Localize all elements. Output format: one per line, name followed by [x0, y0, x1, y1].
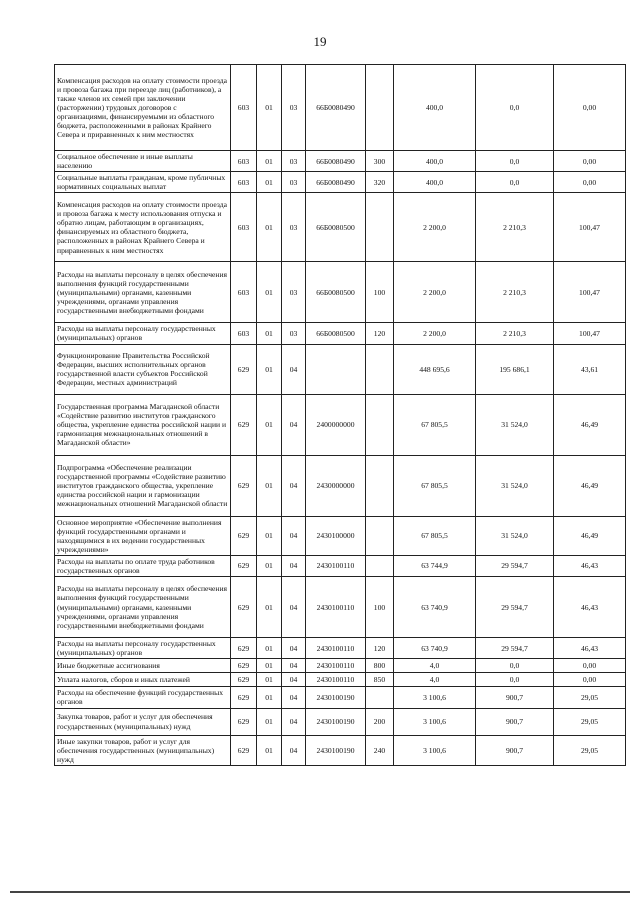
- cell-fact: 0,0: [476, 659, 554, 673]
- cell-vr: [366, 516, 394, 555]
- cell-pr: 03: [282, 193, 306, 262]
- cell-vr: 320: [366, 172, 394, 193]
- cell-fact: 29 594,7: [476, 638, 554, 659]
- cell-plan: 2 200,0: [394, 262, 476, 323]
- cell-vr: 100: [366, 262, 394, 323]
- cell-vr: 200: [366, 708, 394, 735]
- cell-name: Расходы на выплаты персоналу в целях обеспечения выполнения функций государственными (муниципальными) органами, казенными учреждениями, органами управления государственными внебюджетными фондами: [55, 262, 231, 323]
- cell-name: Уплата налогов, сборов и иных платежей: [55, 673, 231, 687]
- cell-fact: 29 594,7: [476, 555, 554, 576]
- cell-pr: 03: [282, 262, 306, 323]
- cell-percent: 100,47: [554, 193, 626, 262]
- cell-csr: 66Б0080490: [306, 151, 366, 172]
- cell-pr: 03: [282, 323, 306, 344]
- cell-rz: 01: [257, 323, 282, 344]
- cell-plan: 67 805,5: [394, 455, 476, 516]
- cell-vr: 240: [366, 735, 394, 765]
- cell-plan: 448 695,6: [394, 344, 476, 394]
- cell-name: Расходы на выплаты персоналу государственных (муниципальных) органов: [55, 323, 231, 344]
- cell-csr: 66Б0080490: [306, 172, 366, 193]
- cell-percent: 0,00: [554, 172, 626, 193]
- cell-csr: 2430100190: [306, 687, 366, 708]
- cell-percent: 46,43: [554, 555, 626, 576]
- cell-fact: 0,0: [476, 172, 554, 193]
- cell-plan: 2 200,0: [394, 323, 476, 344]
- cell-name: Расходы на выплаты персоналу государственных (муниципальных) органов: [55, 638, 231, 659]
- cell-pr: 04: [282, 455, 306, 516]
- cell-csr: 66Б0080500: [306, 262, 366, 323]
- cell-plan: 67 805,5: [394, 394, 476, 455]
- cell-plan: 4,0: [394, 673, 476, 687]
- cell-fact: 0,0: [476, 151, 554, 172]
- cell-fact: 900,7: [476, 735, 554, 765]
- cell-rz: 01: [257, 394, 282, 455]
- table-row: [55, 262, 626, 323]
- cell-pr: 04: [282, 394, 306, 455]
- cell-ved: 603: [231, 193, 257, 262]
- cell-pr: 04: [282, 708, 306, 735]
- cell-name: Социальное обеспечение и иные выплаты населению: [55, 151, 231, 172]
- cell-fact: 195 686,1: [476, 344, 554, 394]
- cell-pr: 04: [282, 687, 306, 708]
- cell-fact: 29 594,7: [476, 577, 554, 638]
- cell-percent: 29,05: [554, 708, 626, 735]
- cell-ved: 603: [231, 151, 257, 172]
- table-row: [55, 516, 626, 555]
- cell-name: Социальные выплаты гражданам, кроме публичных нормативных социальных выплат: [55, 172, 231, 193]
- cell-percent: 100,47: [554, 323, 626, 344]
- cell-rz: 01: [257, 577, 282, 638]
- cell-pr: 04: [282, 735, 306, 765]
- cell-percent: 43,61: [554, 344, 626, 394]
- table-row: [55, 172, 626, 193]
- cell-fact: 2 210,3: [476, 323, 554, 344]
- cell-rz: 01: [257, 687, 282, 708]
- table-row: [55, 193, 626, 262]
- cell-fact: 31 524,0: [476, 455, 554, 516]
- cell-plan: 3 100,6: [394, 735, 476, 765]
- table-row: [55, 394, 626, 455]
- cell-pr: 04: [282, 577, 306, 638]
- cell-plan: 400,0: [394, 65, 476, 151]
- cell-ved: 603: [231, 65, 257, 151]
- cell-ved: 629: [231, 687, 257, 708]
- cell-plan: 2 200,0: [394, 193, 476, 262]
- cell-plan: 4,0: [394, 659, 476, 673]
- table-row: [55, 673, 626, 687]
- cell-percent: 0,00: [554, 659, 626, 673]
- cell-vr: 800: [366, 659, 394, 673]
- cell-name: Иные бюджетные ассигнования: [55, 659, 231, 673]
- cell-pr: 03: [282, 172, 306, 193]
- cell-ved: 629: [231, 455, 257, 516]
- cell-ved: 629: [231, 735, 257, 765]
- cell-ved: 603: [231, 262, 257, 323]
- cell-rz: 01: [257, 708, 282, 735]
- table-row: [55, 65, 626, 151]
- cell-fact: 2 210,3: [476, 193, 554, 262]
- cell-name: Расходы на выплаты персоналу в целях обеспечения выполнения функций государственными (муниципальными) органами, казенными учреждениями, органами управления государственными внебюджетными фондами: [55, 577, 231, 638]
- cell-csr: 2430000000: [306, 455, 366, 516]
- cell-pr: 04: [282, 673, 306, 687]
- budget-table-body: [55, 65, 626, 766]
- cell-name: Расходы на выплаты по оплате труда работников государственных органов: [55, 555, 231, 576]
- cell-plan: 3 100,6: [394, 708, 476, 735]
- page-bottom-rule: [10, 891, 630, 893]
- cell-percent: 0,00: [554, 673, 626, 687]
- cell-fact: 2 210,3: [476, 262, 554, 323]
- cell-plan: 63 744,9: [394, 555, 476, 576]
- table-row: [55, 555, 626, 576]
- cell-vr: 120: [366, 638, 394, 659]
- table-row: [55, 638, 626, 659]
- cell-fact: 900,7: [476, 687, 554, 708]
- table-row: [55, 735, 626, 765]
- cell-fact: 31 524,0: [476, 516, 554, 555]
- cell-rz: 01: [257, 638, 282, 659]
- cell-vr: [366, 394, 394, 455]
- cell-percent: 46,49: [554, 394, 626, 455]
- cell-rz: 01: [257, 673, 282, 687]
- cell-vr: [366, 555, 394, 576]
- table-row: [55, 151, 626, 172]
- cell-vr: [366, 65, 394, 151]
- cell-percent: 46,43: [554, 638, 626, 659]
- table-row: [55, 577, 626, 638]
- cell-csr: 2430100110: [306, 638, 366, 659]
- table-row: [55, 323, 626, 344]
- cell-percent: 0,00: [554, 65, 626, 151]
- cell-ved: 629: [231, 344, 257, 394]
- cell-vr: [366, 193, 394, 262]
- cell-name: Иные закупки товаров, работ и услуг для обеспечения государственных (муниципальных) нужд: [55, 735, 231, 765]
- cell-pr: 04: [282, 344, 306, 394]
- cell-csr: 2430100190: [306, 735, 366, 765]
- cell-name: Компенсация расходов на оплату стоимости проезда и провоза багажа при переезде лиц (работников), а также членов их семей при заключении (расторжении) трудовых договоров с организациями, финансируемыми из областного бюджета, расположенными в районах Крайнего Севера и приравненных к ним местностях: [55, 65, 231, 151]
- cell-percent: 46,49: [554, 516, 626, 555]
- cell-name: Функционирование Правительства Российской Федерации, высших исполнительных органов государственной власти субъектов Российской Федерации, местных администраций: [55, 344, 231, 394]
- cell-pr: 04: [282, 638, 306, 659]
- cell-csr: 2430100110: [306, 659, 366, 673]
- cell-percent: 0,00: [554, 151, 626, 172]
- cell-ved: 629: [231, 708, 257, 735]
- cell-csr: 2430100190: [306, 708, 366, 735]
- cell-ved: 629: [231, 577, 257, 638]
- cell-vr: 850: [366, 673, 394, 687]
- cell-rz: 01: [257, 735, 282, 765]
- cell-vr: [366, 687, 394, 708]
- cell-csr: 66Б0080500: [306, 193, 366, 262]
- cell-percent: 46,49: [554, 455, 626, 516]
- cell-plan: 67 805,5: [394, 516, 476, 555]
- cell-rz: 01: [257, 344, 282, 394]
- cell-name: Государственная программа Магаданской области «Содействие развитию институтов гражданского общества, укрепление единства российской нации и гармонизация межнациональных отношений в Магаданской области»: [55, 394, 231, 455]
- budget-table: [54, 64, 626, 766]
- cell-csr: 2430100000: [306, 516, 366, 555]
- table-row: [55, 455, 626, 516]
- cell-plan: 400,0: [394, 172, 476, 193]
- cell-percent: 29,05: [554, 687, 626, 708]
- cell-vr: 100: [366, 577, 394, 638]
- cell-rz: 01: [257, 262, 282, 323]
- cell-rz: 01: [257, 555, 282, 576]
- cell-csr: 2400000000: [306, 394, 366, 455]
- cell-plan: 63 740,9: [394, 577, 476, 638]
- cell-plan: 3 100,6: [394, 687, 476, 708]
- cell-pr: 04: [282, 555, 306, 576]
- page-number: 19: [313, 34, 327, 49]
- cell-plan: 400,0: [394, 151, 476, 172]
- cell-ved: 629: [231, 659, 257, 673]
- cell-name: Подпрограмма «Обеспечение реализации государственной программы «Содействие развитию институтов гражданского общества, укрепление единства российской нации и гармонизации межнациональных отношений Магаданской области: [55, 455, 231, 516]
- cell-percent: 46,43: [554, 577, 626, 638]
- cell-rz: 01: [257, 455, 282, 516]
- cell-rz: 01: [257, 151, 282, 172]
- cell-name: Закупка товаров, работ и услуг для обеспечения государственных (муниципальных) нужд: [55, 708, 231, 735]
- cell-fact: 0,0: [476, 673, 554, 687]
- table-row: [55, 687, 626, 708]
- cell-rz: 01: [257, 65, 282, 151]
- cell-rz: 01: [257, 172, 282, 193]
- cell-ved: 603: [231, 172, 257, 193]
- cell-ved: 629: [231, 638, 257, 659]
- cell-csr: [306, 344, 366, 394]
- cell-ved: 629: [231, 394, 257, 455]
- cell-csr: 2430100110: [306, 673, 366, 687]
- cell-csr: 2430100110: [306, 577, 366, 638]
- cell-ved: 629: [231, 555, 257, 576]
- cell-csr: 66Б0080490: [306, 65, 366, 151]
- cell-ved: 629: [231, 673, 257, 687]
- cell-fact: 900,7: [476, 708, 554, 735]
- cell-percent: 100,47: [554, 262, 626, 323]
- cell-vr: 300: [366, 151, 394, 172]
- cell-vr: 120: [366, 323, 394, 344]
- cell-name: Компенсация расходов на оплату стоимости проезда и провоза багажа к месту использования отпуска и обратно лицам, работающим в организациях, финансируемых из областного бюджета, расположенных в районах Крайнего Севера и приравненных к ним местностях: [55, 193, 231, 262]
- cell-pr: 04: [282, 516, 306, 555]
- cell-pr: 04: [282, 659, 306, 673]
- cell-percent: 29,05: [554, 735, 626, 765]
- cell-rz: 01: [257, 516, 282, 555]
- cell-plan: 63 740,9: [394, 638, 476, 659]
- table-row: [55, 708, 626, 735]
- cell-vr: [366, 455, 394, 516]
- cell-pr: 03: [282, 65, 306, 151]
- table-row: [55, 659, 626, 673]
- cell-ved: 629: [231, 516, 257, 555]
- cell-ved: 603: [231, 323, 257, 344]
- cell-name: Расходы на обеспечение функций государственных органов: [55, 687, 231, 708]
- cell-csr: 2430100110: [306, 555, 366, 576]
- cell-csr: 66Б0080500: [306, 323, 366, 344]
- table-row: [55, 344, 626, 394]
- cell-vr: [366, 344, 394, 394]
- cell-pr: 03: [282, 151, 306, 172]
- cell-rz: 01: [257, 193, 282, 262]
- cell-name: Основное мероприятие «Обеспечение выполнения функций государственными органами и находящимися в их ведении государственных учреждениями»: [55, 516, 231, 555]
- cell-fact: 0,0: [476, 65, 554, 151]
- cell-fact: 31 524,0: [476, 394, 554, 455]
- cell-rz: 01: [257, 659, 282, 673]
